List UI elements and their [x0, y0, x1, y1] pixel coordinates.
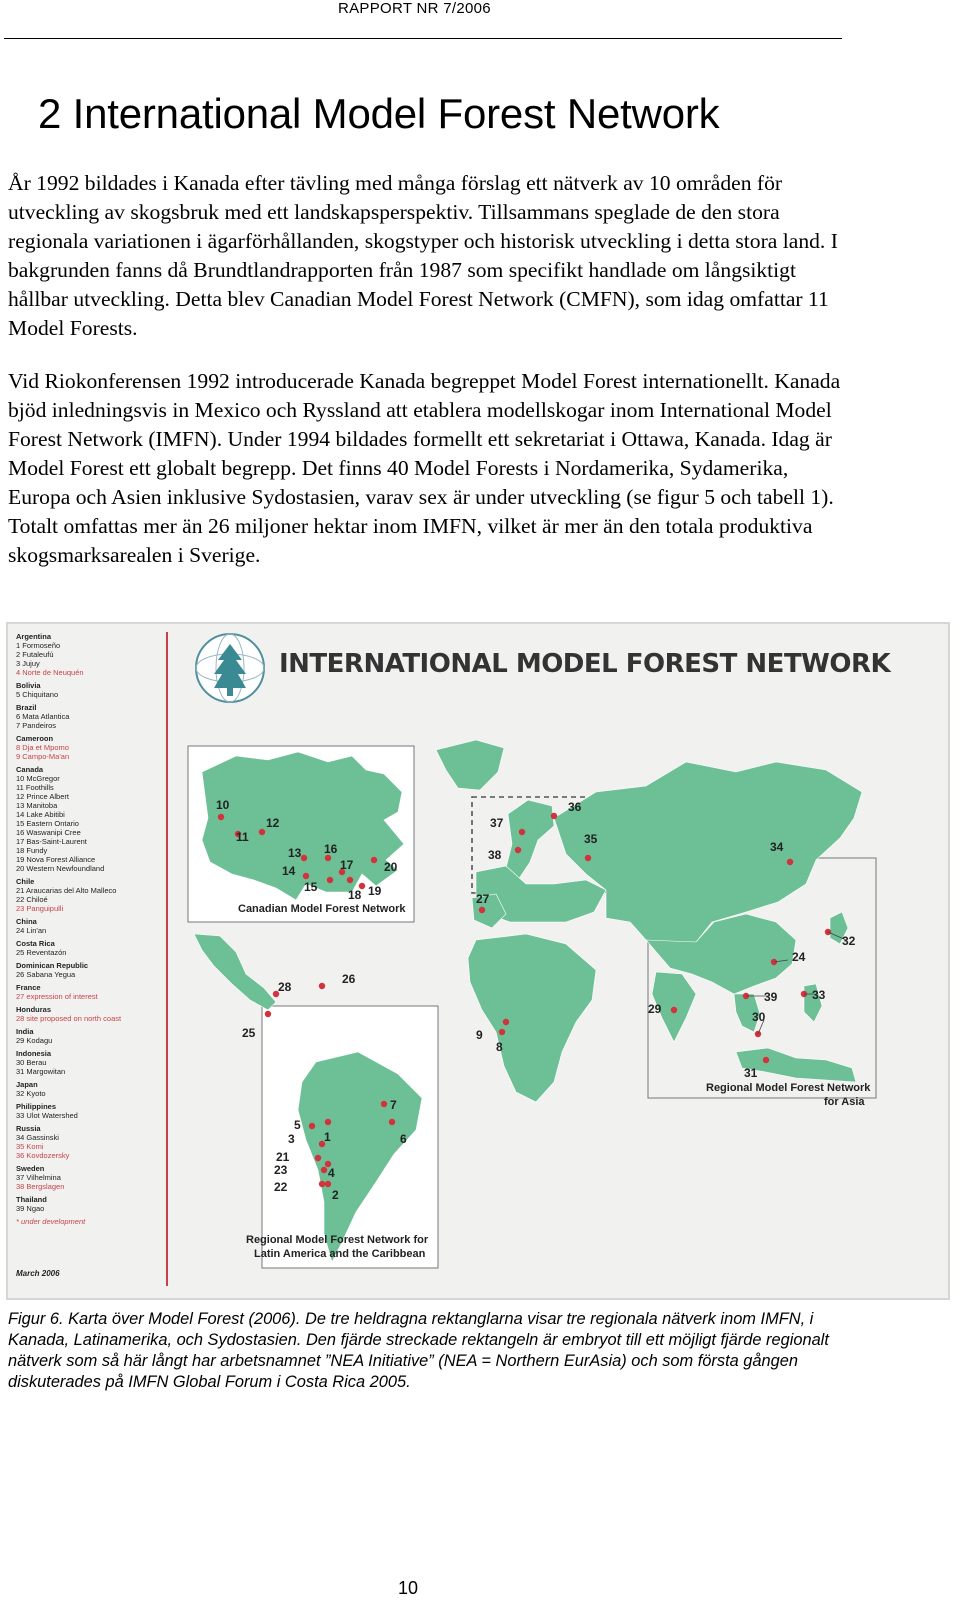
- legend-country: Cameroon: [16, 734, 54, 743]
- legend-site: 24 Lin'an: [16, 926, 47, 935]
- site-number-20: 20: [384, 860, 398, 874]
- legend-date: March 2006: [16, 1269, 60, 1278]
- body-paragraph-1: År 1992 bildades i Kanada efter tävling med många förslag ett nätverk av 10 områden för utveckling av skogsbruk med ett landskapsperspektiv. Tillsammans speglade de den stora regionala variationen i ägarförhållanden, skogstyper och historisk utveckling i detta stora land. I bakgrunden fanns då Brundtlandrapporten från 1987 som specifikt handlade om långsiktigt hållbar utveckling. Detta blev Canadian Model Forest Network (CMFN), som idag omfattar 11 Model Forests.: [8, 171, 838, 340]
- legend-group: [16, 1049, 166, 1076]
- marker-26: [319, 983, 325, 989]
- legend-site: 29 Kodagu: [16, 1036, 53, 1045]
- marker-29: [671, 1007, 677, 1013]
- legend-country: Sweden: [16, 1164, 45, 1173]
- site-number-19: 19: [368, 884, 382, 898]
- legend-site: 6 Mata Atlantica: [16, 712, 70, 721]
- marker-13: [301, 855, 307, 861]
- site-number-23: 23: [274, 1163, 288, 1177]
- marker-9: [503, 1019, 509, 1025]
- legend-site: 17 Bas-Saint-Laurent: [16, 837, 87, 846]
- legend-group: [16, 917, 166, 935]
- site-number-22: 22: [274, 1180, 288, 1194]
- site-number-12: 12: [266, 816, 280, 830]
- legend-site: 10 McGregor: [16, 774, 60, 783]
- legend-footnote: * under development: [16, 1217, 86, 1226]
- body-paragraph-2: Vid Riokonferensen 1992 introducerade Kanada begreppet Model Forest internationellt. Kanada bjöd inledningsvis in Mexico och Ryssland att etablera modellskogar inom International Model Forest Network (IMFN). Under 1994 bildades formellt ett sekretariat i Ottawa, Kanada. Idag är Model Forest ett globalt begrepp. Det finns 40 Model Forests i Nordamerika, Sydamerika, Europa och Asien inklusive Sydostasien, varav sex är under utveckling (se figur 5 och tabell 1). Totalt omfattas mer än 26 miljoner hektar inom IMFN, vilket är mer än den totala produktiva skogsmarksarealen i Sverige.: [8, 369, 841, 567]
- running-head: [0, 0, 960, 40]
- site-legend: [16, 632, 168, 1286]
- section-heading: 2 International Model Forest Network: [38, 90, 720, 137]
- marker-31: [763, 1057, 769, 1063]
- site-number-9: 9: [476, 1028, 483, 1042]
- marker-18: [347, 877, 353, 883]
- legend-country: Honduras: [16, 1005, 52, 1014]
- site-number-5: 5: [294, 1118, 301, 1132]
- central-america-shape: [194, 934, 276, 1010]
- legend-country: Bolivia: [16, 681, 41, 690]
- site-number-31: 31: [744, 1066, 758, 1080]
- asia-network-label-line1: Regional Model Forest Network: [706, 1082, 871, 1094]
- site-number-2: 2: [332, 1188, 339, 1202]
- legend-country: Thailand: [16, 1195, 47, 1204]
- imfn-map-figure: [6, 622, 950, 1300]
- legend-country: Costa Rica: [16, 939, 55, 948]
- marker-6: [389, 1119, 395, 1125]
- site-number-4: 4: [328, 1166, 335, 1180]
- marker-3: [309, 1123, 315, 1129]
- figure-title: INTERNATIONAL MODEL FOREST NETWORK: [279, 649, 891, 679]
- site-number-26: 26: [342, 972, 356, 986]
- site-number-18: 18: [348, 888, 362, 902]
- legend-group: [16, 703, 166, 730]
- legend-site: 32 Kyoto: [16, 1089, 46, 1098]
- legend-country: Chile: [16, 877, 35, 886]
- legend-site: 33 Ulot Watershed: [16, 1111, 78, 1120]
- site-number-3: 3: [288, 1132, 295, 1146]
- legend-site: 8 Dja et Mpomo: [16, 743, 69, 752]
- legend-site: 18 Fundy: [16, 846, 48, 855]
- legend-site: 9 Campo-Ma'an: [16, 752, 70, 761]
- site-number-39: 39: [764, 990, 778, 1004]
- site-number-28: 28: [278, 980, 292, 994]
- marker-7: [381, 1101, 387, 1107]
- site-number-21: 21: [276, 1150, 290, 1164]
- legend-country: Canada: [16, 765, 44, 774]
- figure-caption: Figur 6. Karta över Model Forest (2006). De tre heldragna rektanglarna visar tre regionala nätverk inom IMFN, i Kanada, Latinamerika, och Sydostasien. Den fjärde streckade rektangeln är embryot till ett möjligt fjärde regionalt nätverk som så här långt har arbetsnamnet ”NEA Initiative” (NEA = Northern EurAsia) och som första gången diskuterades på IMFN Global Forum i Costa Rica 2005.: [8, 1310, 829, 1391]
- legend-country: France: [16, 983, 41, 992]
- legend-site: 20 Western Newfoundland: [16, 864, 105, 873]
- legend-site: 25 Reventazón: [16, 948, 67, 957]
- legend-group: [16, 1124, 166, 1160]
- site-number-27: 27: [476, 892, 490, 906]
- marker-20: [371, 857, 377, 863]
- site-number-16: 16: [324, 842, 338, 856]
- latam-network-label-line1: Regional Model Forest Network for: [246, 1234, 429, 1246]
- legend-group: [16, 939, 166, 957]
- legend-group: [16, 734, 166, 761]
- site-number-17: 17: [340, 858, 354, 872]
- site-number-6: 6: [400, 1132, 407, 1146]
- site-number-15: 15: [304, 880, 318, 894]
- legend-site: 21 Araucarias del Alto Malleco: [16, 886, 117, 895]
- legend-site: 27 expression of interest: [16, 992, 98, 1001]
- legend-site: 16 Waswanipi Cree: [16, 828, 81, 837]
- legend-site: 1 Formoseño: [16, 641, 61, 650]
- marker-12: [259, 829, 265, 835]
- legend-country: Philippines: [16, 1102, 57, 1111]
- marker-25: [265, 1011, 271, 1017]
- legend-site: 5 Chiquitano: [16, 690, 59, 699]
- imfn-globe-logo-icon: [192, 630, 268, 706]
- page-number: 10: [398, 1578, 419, 1598]
- legend-group: [16, 1080, 166, 1098]
- legend-site: 23 Panguipulli: [16, 904, 64, 913]
- legend-site: 19 Nova Forest Alliance: [16, 855, 96, 864]
- legend-group: [16, 1027, 166, 1045]
- marker-8: [499, 1029, 505, 1035]
- legend-group: [16, 1195, 166, 1213]
- legend-group: [16, 1005, 166, 1023]
- legend-site: 35 Komi: [16, 1142, 44, 1151]
- legend-site: 12 Prince Albert: [16, 792, 69, 801]
- marker-14: [303, 873, 309, 879]
- asia-network-label-line2: for Asia: [824, 1096, 865, 1108]
- marker-27: [479, 907, 485, 913]
- legend-country: India: [16, 1027, 34, 1036]
- legend-country: China: [16, 917, 37, 926]
- legend-site: 22 Chiloé: [16, 895, 48, 904]
- site-number-13: 13: [288, 846, 302, 860]
- africa-shape: [468, 934, 596, 1102]
- legend-site: 26 Sabana Yegua: [16, 970, 76, 979]
- legend-group: [16, 961, 166, 979]
- legend-site: 3 Jujuy: [16, 659, 40, 668]
- legend-country: Dominican Republic: [16, 961, 89, 970]
- legend-group: [16, 681, 166, 699]
- latam-network-label-line2: Latin America and the Caribbean: [254, 1248, 426, 1260]
- legend-site: 36 Kovdozersky: [16, 1151, 70, 1160]
- marker-37: [519, 829, 525, 835]
- legend-group: [16, 765, 166, 873]
- legend-group: [16, 983, 166, 1001]
- legend-site: 31 Margowitan: [16, 1067, 66, 1076]
- site-number-33: 33: [812, 988, 826, 1002]
- legend-site: 7 Pandeiros: [16, 721, 57, 730]
- marker-21: [315, 1155, 321, 1161]
- marker-15: [327, 877, 333, 883]
- legend-site: 39 Ngao: [16, 1204, 45, 1213]
- legend-site: 38 Bergslagen: [16, 1182, 65, 1191]
- legend-country: Indonesia: [16, 1049, 52, 1058]
- legend-group: [16, 1102, 166, 1120]
- russia-asia-shape: [554, 762, 862, 948]
- legend-site: 34 Gassinski: [16, 1133, 59, 1142]
- legend-country: Russia: [16, 1124, 41, 1133]
- site-number-24: 24: [792, 950, 806, 964]
- site-number-30: 30: [752, 1010, 766, 1024]
- canada-network-label: Canadian Model Forest Network: [238, 903, 406, 915]
- marker-23: [321, 1167, 327, 1173]
- scandinavia-shape: [506, 800, 554, 880]
- legend-site: 30 Berau: [16, 1058, 47, 1067]
- greenland-shape: [436, 740, 504, 790]
- marker-10: [218, 814, 224, 820]
- site-number-36: 36: [568, 800, 582, 814]
- site-number-14: 14: [282, 864, 296, 878]
- legend-country: Argentina: [16, 632, 52, 641]
- site-number-11: 11: [236, 830, 249, 844]
- marker-38: [515, 847, 521, 853]
- site-number-25: 25: [242, 1026, 256, 1040]
- site-number-10: 10: [216, 798, 230, 812]
- marker-36: [551, 813, 557, 819]
- legend-site: 14 Lake Abitibi: [16, 810, 65, 819]
- legend-site: 4 Norte de Neuquén: [16, 668, 84, 677]
- report-number: RAPPORT NR 7/2006: [338, 0, 491, 17]
- marker-22: [319, 1181, 325, 1187]
- site-number-34: 34: [770, 840, 784, 854]
- legend-country: Japan: [16, 1080, 38, 1089]
- site-number-1: 1: [324, 1130, 331, 1144]
- site-number-37: 37: [490, 816, 504, 830]
- legend-group: [16, 632, 166, 677]
- site-number-7: 7: [390, 1098, 397, 1112]
- legend-site: 13 Manitoba: [16, 801, 58, 810]
- legend-site: 15 Eastern Ontario: [16, 819, 79, 828]
- legend-site: 28 site proposed on north coast: [16, 1014, 122, 1023]
- legend-site: 2 Futaleufú: [16, 650, 54, 659]
- legend-site: 11 Foothills: [16, 783, 54, 792]
- marker-2: [325, 1181, 331, 1187]
- marker-34: [787, 859, 793, 865]
- legend-group: [16, 1164, 166, 1191]
- legend-group: [16, 877, 166, 913]
- site-number-32: 32: [842, 934, 856, 948]
- header-rule: [4, 38, 842, 39]
- legend-country: Brazil: [16, 703, 37, 712]
- site-number-8: 8: [496, 1040, 503, 1054]
- site-number-29: 29: [648, 1002, 662, 1016]
- site-number-38: 38: [488, 848, 502, 862]
- marker-5: [325, 1119, 331, 1125]
- site-number-35: 35: [584, 832, 598, 846]
- marker-35: [585, 855, 591, 861]
- legend-site: 37 Vilhelmina: [16, 1173, 61, 1182]
